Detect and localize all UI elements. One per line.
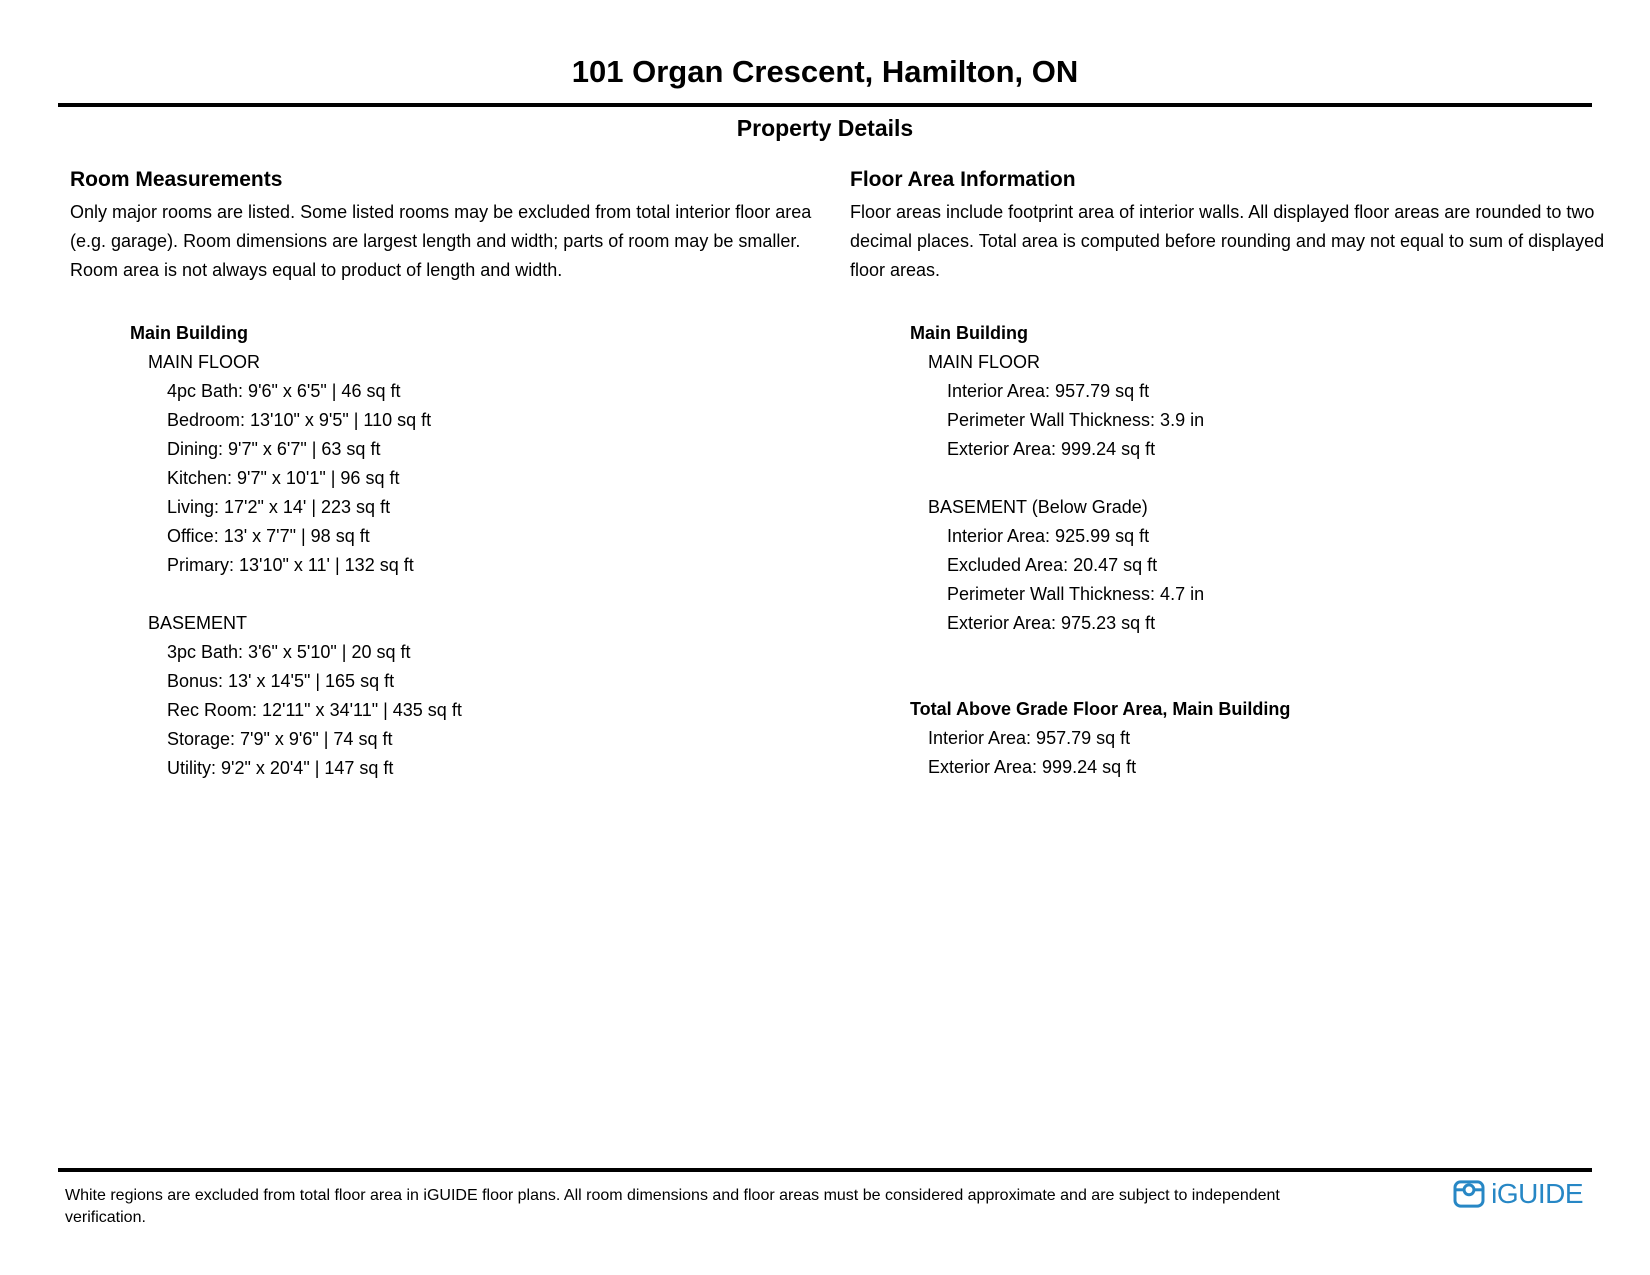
total-above-grade-block (850, 695, 1610, 782)
floor-area-information-section (850, 165, 1610, 782)
room-item: Bedroom: 13'10" x 9'5" | 110 sq ft (167, 410, 432, 430)
room-item: Office: 13' x 7'7" | 98 sq ft (167, 526, 370, 546)
floor-name: MAIN FLOOR (928, 352, 1041, 372)
area-stat: Perimeter Wall Thickness: 3.9 in (947, 410, 1205, 430)
floor-name: BASEMENT (148, 613, 248, 633)
floor-area-description: Floor areas include footprint area of interior walls. All displayed floor areas are rounded to two decimal places. Total area is computed before rounding and may not equal to sum of displayed floor areas. (850, 202, 1605, 280)
floor-block-main-floor (70, 348, 835, 580)
footer-divider (58, 1168, 1592, 1172)
floor-block-basement (70, 609, 835, 783)
building-name: Main Building (910, 323, 1028, 343)
area-stat: Interior Area: 957.79 sq ft (947, 381, 1150, 401)
camera-icon (1453, 1180, 1485, 1208)
room-item: Rec Room: 12'11" x 34'11" | 435 sq ft (167, 700, 462, 720)
area-block-basement (850, 493, 1610, 638)
area-stat: Exterior Area: 975.23 sq ft (947, 613, 1156, 633)
building-name: Main Building (130, 323, 248, 343)
floor-area-building (850, 319, 1610, 782)
floor-name: BASEMENT (Below Grade) (928, 497, 1148, 517)
area-stat: Excluded Area: 20.47 sq ft (947, 555, 1158, 575)
page-subtitle: Property Details (736, 115, 914, 141)
room-measurements-description: Only major rooms are listed. Some listed rooms may be excluded from total interior floor area (e.g. garage). Room dimensions are largest length and width; parts of room may be smaller. Room area is not always equal to product of length and width. (70, 202, 812, 280)
area-stat: Exterior Area: 999.24 sq ft (928, 757, 1137, 777)
area-stat: Perimeter Wall Thickness: 4.7 in (947, 584, 1205, 604)
room-item: Dining: 9'7" x 6'7" | 63 sq ft (167, 439, 381, 459)
floor-area-heading: Floor Area Information (850, 168, 1076, 191)
header-divider (58, 103, 1592, 107)
room-measurements-section (70, 165, 835, 783)
area-block-main-floor (850, 348, 1610, 464)
room-item: Storage: 7'9" x 9'6" | 74 sq ft (167, 729, 393, 749)
page-title: 101 Organ Crescent, Hamilton, ON (571, 54, 1079, 89)
area-stat: Exterior Area: 999.24 sq ft (947, 439, 1156, 459)
area-stat: Interior Area: 925.99 sq ft (947, 526, 1150, 546)
area-stat: Interior Area: 957.79 sq ft (928, 728, 1131, 748)
room-item: Kitchen: 9'7" x 10'1" | 96 sq ft (167, 468, 400, 488)
room-item: Living: 17'2" x 14' | 223 sq ft (167, 497, 391, 517)
logo-text: iGUIDE (1491, 1178, 1583, 1209)
room-item: Bonus: 13' x 14'5" | 165 sq ft (167, 671, 395, 691)
room-item: Primary: 13'10" x 11' | 132 sq ft (167, 555, 414, 575)
footer-disclaimer: White regions are excluded from total floor area in iGUIDE floor plans. All room dimensions and floor areas must be considered approximate and are subject to independent verification. (65, 1187, 1280, 1226)
floor-name: MAIN FLOOR (148, 352, 261, 372)
iguide-logo (1453, 1179, 1583, 1209)
room-item: Utility: 9'2" x 20'4" | 147 sq ft (167, 758, 394, 778)
room-measurements-building (70, 319, 835, 783)
room-measurements-heading: Room Measurements (70, 168, 283, 191)
room-item: 4pc Bath: 9'6" x 6'5" | 46 sq ft (167, 381, 401, 401)
room-item: 3pc Bath: 3'6" x 5'10" | 20 sq ft (167, 642, 411, 662)
total-above-grade-heading: Total Above Grade Floor Area, Main Building (910, 699, 1291, 719)
